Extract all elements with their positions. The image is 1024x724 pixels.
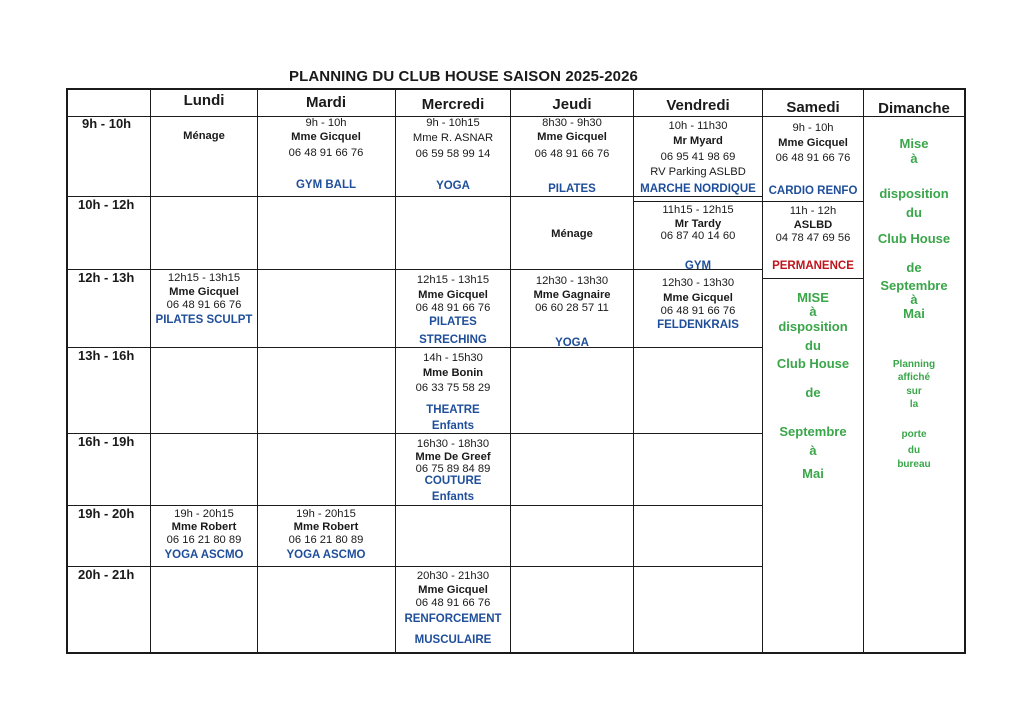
entry-text: à: [809, 304, 817, 319]
time-label: 20h - 21h: [78, 567, 135, 582]
entry-text: 9h - 10h: [305, 117, 347, 129]
table-rule: [762, 201, 864, 202]
entry-text: 06 48 91 66 76: [288, 147, 364, 159]
entry-text: 06 60 28 57 11: [535, 302, 609, 314]
entry-text: Mme Gicquel: [418, 289, 488, 301]
entry-text: Mme Gicquel: [663, 292, 733, 304]
entry-text: Mise: [899, 136, 929, 151]
entry-text: disposition: [879, 186, 949, 201]
entry-text: Mme Gagnaire: [533, 289, 611, 301]
day-header-mardi: Mardi: [305, 94, 346, 111]
schedule-entry: [395, 438, 511, 504]
entry-text: du: [907, 445, 921, 456]
entry-text: 9h - 10h15: [426, 117, 480, 129]
entry-text: Mme Gicquel: [291, 131, 361, 143]
planning-note: [863, 359, 965, 474]
table-rule: [633, 201, 763, 202]
entry-text: 06 16 21 80 89: [166, 534, 242, 546]
entry-text: 06 48 91 66 76: [415, 597, 491, 609]
entry-text: Club House: [776, 356, 850, 371]
time-label: 16h - 19h: [78, 434, 135, 449]
entry-text: Mme Robert: [293, 521, 359, 533]
entry-text: 06 48 91 66 76: [415, 302, 491, 314]
entry-text: Mme Gicquel: [418, 584, 488, 596]
entry-text: RENFORCEMENT: [404, 613, 502, 625]
entry-text: 06 59 58 99 14: [415, 148, 491, 160]
entry-text: Mme R. ASNAR: [412, 132, 494, 144]
schedule-entry: [510, 275, 634, 347]
schedule-entry: [395, 352, 511, 432]
entry-text: STRECHING: [419, 334, 487, 346]
entry-text: 20h30 - 21h30: [416, 570, 490, 582]
schedule-entry: [257, 508, 395, 566]
schedule-entry: [633, 277, 763, 347]
table-rule: [763, 278, 864, 279]
entry-text: Mme Robert: [171, 521, 237, 533]
table-rule: [66, 505, 763, 506]
entry-text: ASLBD: [793, 219, 833, 231]
day-header-vendredi: Vendredi: [666, 97, 730, 114]
entry-text: 12h30 - 13h30: [535, 275, 609, 287]
entry-text: MUSCULAIRE: [414, 634, 492, 646]
entry-text: de: [906, 260, 922, 275]
entry-text: 06 75 89 84 89: [415, 463, 491, 475]
entry-text: 06 87 40 14 60: [660, 230, 736, 242]
entry-text: Mai: [802, 466, 824, 481]
table-rule: [66, 652, 965, 654]
schedule-entry: [633, 204, 763, 272]
entry-text: Septembre: [779, 424, 847, 439]
entry-text: Mme Gicquel: [778, 137, 848, 149]
entry-text: 8h30 - 9h30: [542, 117, 602, 129]
entry-text: GYM BALL: [295, 179, 357, 191]
entry-text: porte: [901, 429, 927, 440]
entry-text: 10h - 11h30: [668, 120, 728, 132]
entry-text: CARDIO RENFO: [768, 185, 858, 197]
entry-text: PILATES: [429, 316, 477, 328]
entry-text: PILATES SCULPT: [155, 314, 253, 326]
entry-text: 06 95 41 98 69: [660, 151, 736, 163]
entry-text: 12h15 - 13h15: [416, 274, 490, 286]
entry-text: de: [805, 385, 821, 400]
entry-text: 12h30 - 13h30: [661, 277, 735, 289]
entry-text: Septembre: [880, 278, 948, 293]
schedule-entry: [147, 508, 261, 566]
entry-text: 06 16 21 80 89: [288, 534, 364, 546]
schedule-entry: [257, 117, 395, 195]
entry-text: Mr Tardy: [674, 218, 722, 230]
entry-text: MISE: [797, 290, 829, 305]
entry-text: 19h - 20h15: [296, 508, 356, 520]
entry-text: 12h15 - 13h15: [167, 272, 241, 284]
entry-text: à: [910, 292, 918, 307]
entry-text: affiché: [897, 372, 931, 383]
entry-text: 06 48 91 66 76: [166, 299, 242, 311]
mise-a-disposition-dimanche: [863, 136, 965, 326]
schedule-entry: [510, 117, 634, 195]
entry-text: la: [909, 399, 919, 410]
entry-text: 14h - 15h30: [423, 352, 483, 364]
page-title: PLANNING DU CLUB HOUSE SAISON 2025-2026: [289, 68, 638, 85]
table-rule: [66, 566, 763, 567]
day-header-jeudi: Jeudi: [552, 96, 592, 113]
entry-text: 16h30 - 18h30: [416, 438, 490, 450]
schedule-entry: [762, 122, 864, 196]
entry-text: FELDENKRAIS: [657, 319, 739, 331]
entry-text: Mai: [903, 306, 925, 321]
schedule-entry-menage: Ménage: [551, 228, 593, 240]
day-header-mercredi: Mercredi: [421, 96, 485, 113]
entry-text: MARCHE NORDIQUE: [640, 183, 756, 195]
entry-text: à: [910, 151, 918, 166]
entry-text: Mme Bonin: [422, 367, 484, 379]
entry-text: 06 48 91 66 76: [534, 148, 610, 160]
entry-text: GYM: [684, 260, 712, 272]
entry-text: COUTURE: [424, 475, 482, 487]
entry-text: 11h - 12h: [789, 205, 837, 217]
day-header-samedi: Samedi: [786, 99, 840, 116]
entry-text: Mme De Greef: [415, 451, 491, 463]
entry-text: 06 48 91 66 76: [660, 305, 736, 317]
entry-text: 19h - 20h15: [174, 508, 234, 520]
schedule-entry: [395, 274, 511, 346]
schedule-entry: [633, 120, 763, 196]
entry-text: YOGA: [436, 180, 470, 192]
entry-text: 11h15 - 12h15: [662, 204, 734, 216]
entry-text: Enfants: [431, 420, 475, 432]
table-rule: [66, 88, 965, 90]
time-label: 19h - 20h: [78, 506, 135, 521]
schedule-entry: [762, 205, 864, 275]
entry-text: YOGA ASCMO: [164, 549, 244, 561]
day-header-lundi: Lundi: [183, 92, 225, 109]
entry-text: RV Parking ASLBD: [650, 166, 746, 178]
entry-text: 06 33 75 58 29: [415, 382, 491, 394]
entry-text: 9h - 10h: [792, 122, 834, 134]
entry-text: Planning: [892, 359, 936, 370]
schedule-entry: [395, 117, 511, 195]
entry-text: YOGA: [555, 337, 589, 349]
entry-text: bureau: [897, 459, 931, 470]
table-rule: [66, 88, 68, 654]
day-header-dimanche: Dimanche: [878, 100, 950, 117]
schedule-entry: [145, 272, 263, 346]
entry-text: THEATRE: [426, 404, 480, 416]
entry-text: du: [906, 205, 922, 220]
mise-a-disposition-samedi: [762, 290, 864, 490]
table-rule: [150, 88, 151, 654]
schedule-entry: [395, 570, 511, 650]
entry-text: Mme Gicquel: [537, 131, 607, 143]
entry-text: du: [805, 338, 821, 353]
time-label: 13h - 16h: [78, 348, 135, 363]
entry-text: sur: [906, 386, 922, 397]
entry-text: PERMANENCE: [772, 260, 854, 272]
entry-text: YOGA ASCMO: [286, 549, 366, 561]
time-label: 10h - 12h: [78, 197, 135, 212]
time-label: 9h - 10h: [82, 116, 132, 131]
entry-text: 06 48 91 66 76: [775, 152, 851, 164]
entry-text: Club House: [877, 231, 951, 246]
time-label: 12h - 13h: [78, 270, 135, 285]
entry-text: à: [809, 443, 817, 458]
entry-text: 04 78 47 69 56: [775, 232, 851, 244]
entry-text: Enfants: [431, 491, 475, 503]
entry-text: PILATES: [548, 183, 596, 195]
entry-text: Mr Myard: [673, 135, 723, 147]
schedule-entry-menage: Ménage: [183, 130, 225, 142]
entry-text: Mme Gicquel: [169, 286, 239, 298]
entry-text: disposition: [778, 319, 848, 334]
